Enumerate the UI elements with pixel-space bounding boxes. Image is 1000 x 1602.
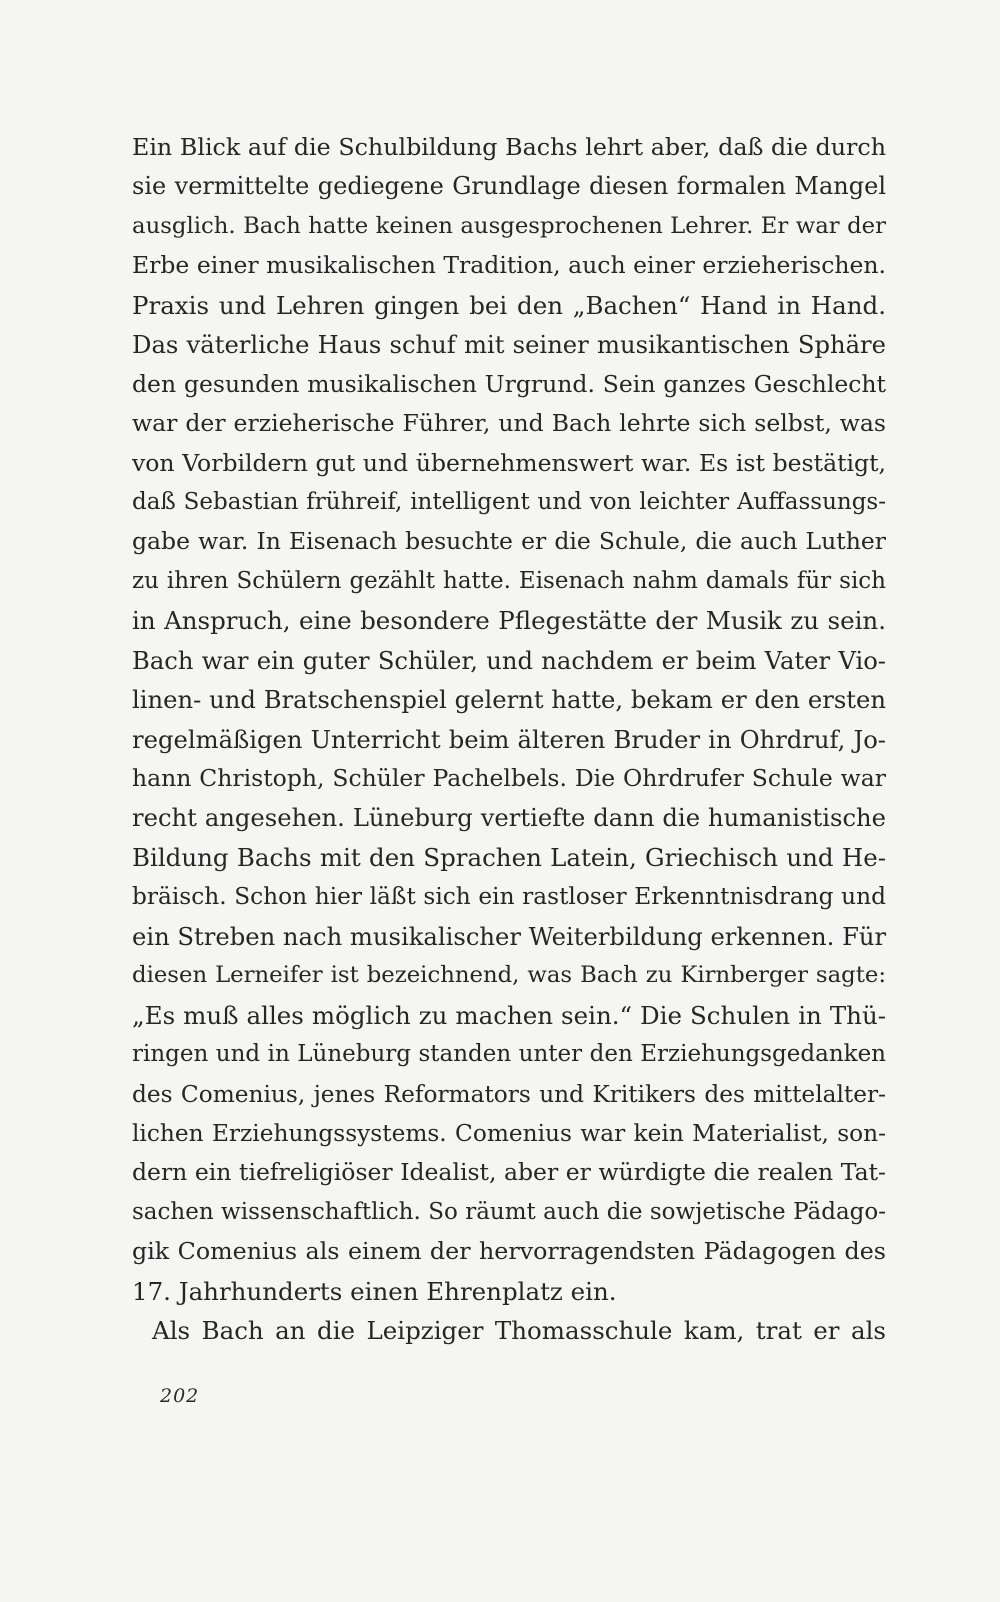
text-line: des Comenius, jenes Reformators und Kritikers des mittelalter-	[132, 1080, 886, 1108]
text-line: daß Sebastian frühreif, intelligent und von leichter Auffassungs-	[132, 488, 886, 515]
text-line: hann Christoph, Schüler Pachelbels. Die Ohrdrufer Schule war	[132, 764, 886, 792]
text-line: 17. Jahrhunderts einen Ehrenplatz ein.	[132, 1276, 617, 1306]
text-line: Als Bach an die Leipziger Thomasschule kam, trat er als	[152, 1316, 886, 1346]
text-line: linen- und Bratschenspiel gelernt hatte, bekam er den ersten	[132, 685, 886, 715]
text-line: Bildung Bachs mit den Sprachen Latein, Griechisch und He-	[132, 842, 886, 872]
text-line: regelmäßigen Unterricht beim älteren Bruder in Ohrdruf, Jo-	[132, 724, 886, 754]
text-line: Das väterliche Haus schuf mit seiner musikantischen Sphäre	[132, 330, 886, 360]
text-line: den gesunden musikalischen Urgrund. Sein ganzes Geschlecht	[132, 369, 886, 398]
text-line: recht angesehen. Lüneburg vertiefte dann die humanistische	[132, 803, 886, 833]
body-text	[132, 128, 886, 1351]
text-line: „Es muß alles möglich zu machen sein.“ Die Schulen in Thü-	[132, 1000, 886, 1030]
page-number: 202	[160, 1385, 200, 1407]
text-line: Ein Blick auf die Schulbildung Bachs lehrt aber, daß die durch	[132, 133, 886, 161]
text-line: lichen Erziehungssystems. Comenius war kein Materialist, son-	[132, 1119, 886, 1147]
text-line: ringen und in Lüneburg standen unter den Erziehungsgedanken	[132, 1041, 886, 1068]
text-line: ein Streben nach musikalischer Weiterbildung erkennen. Für	[132, 921, 887, 951]
text-line: war der erzieherische Führer, und Bach lehrte sich selbst, was	[132, 409, 886, 438]
text-line: zu ihren Schülern gezählt hatte. Eisenach nahm damals für sich	[132, 567, 886, 594]
text-line: von Vorbildern gut und übernehmenswert war. Es ist bestätigt,	[132, 448, 886, 477]
text-line: gik Comenius als einem der hervorragendsten Pädagogen des	[132, 1237, 886, 1266]
text-line: Praxis und Lehren gingen bei den „Bachen“ Hand in Hand.	[132, 290, 886, 320]
text-line: bräisch. Schon hier läßt sich ein rastloser Erkenntnisdrang und	[132, 883, 886, 911]
text-line: in Anspruch, eine besondere Pflegestätte der Musik zu sein.	[132, 606, 886, 636]
text-line: sachen wissenschaftlich. So räumt auch die sowjetische Pädago-	[132, 1198, 886, 1225]
text-line: dern ein tiefreligiöser Idealist, aber er würdigte die realen Tat-	[132, 1158, 886, 1187]
text-line: gabe war. In Eisenach besuchte er die Schule, die auch Luther	[132, 527, 886, 556]
text-line: diesen Lerneifer ist bezeichnend, was Bach zu Kirnberger sagte:	[132, 962, 886, 989]
text-line: Bach war ein guter Schüler, und nachdem er beim Vater Vio-	[132, 645, 886, 675]
text-line: ausglich. Bach hatte keinen ausgesprochenen Lehrer. Er war der	[132, 212, 886, 239]
text-line: Erbe einer musikalischen Tradition, auch einer erzieherischen.	[132, 251, 886, 280]
text-line: sie vermittelte gediegene Grundlage diesen formalen Mangel	[132, 172, 886, 201]
